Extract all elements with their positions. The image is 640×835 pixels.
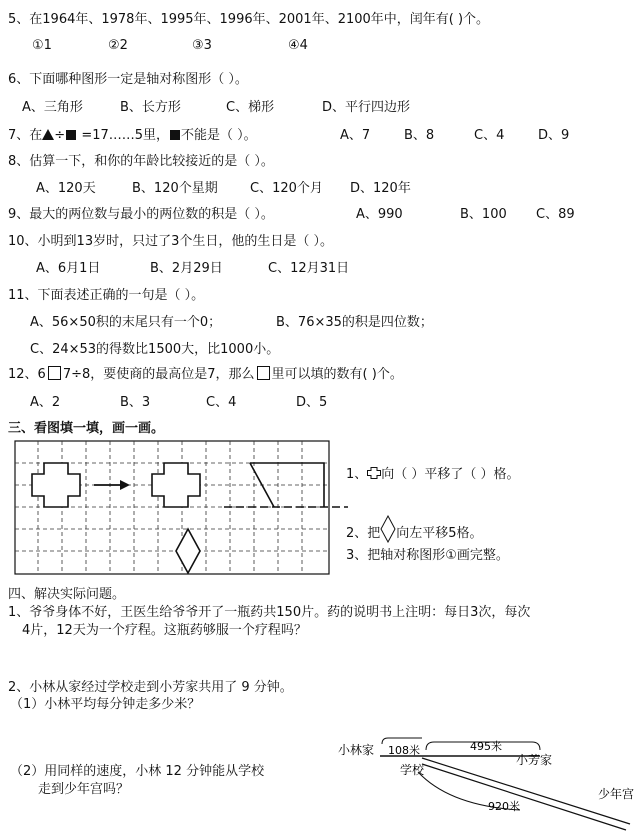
- q7-option-b: B、8: [404, 128, 435, 143]
- label-palace: 少年宫: [598, 787, 635, 801]
- translation-grid: [14, 440, 354, 576]
- square-icon: [170, 130, 180, 140]
- q8-option-c: C、120个月: [250, 181, 323, 196]
- blank-box-icon: [48, 366, 61, 380]
- question-10: 10、小明到13岁时，只过了3个生日，他的生日是（ ）。: [8, 234, 333, 249]
- label-108: 108米: [388, 744, 420, 757]
- label-920: 920米: [488, 800, 520, 813]
- q12-option-d: D、5: [296, 395, 328, 410]
- q10-option-c: C、12月31日: [268, 261, 350, 276]
- q12-option-a: A、2: [30, 395, 61, 410]
- q12-option-b: B、3: [120, 395, 151, 410]
- q10-option-b: B、2月29日: [150, 261, 223, 276]
- question-5: 5、在1964年、1978年、1995年、1996年、2001年、2100年中，闰年有( )个。: [8, 12, 490, 27]
- section-4-title: 四、解决实际问题。: [8, 587, 126, 602]
- q12-option-c: C、4: [206, 395, 237, 410]
- q6-option-d: D、平行四边形: [322, 100, 411, 115]
- question-12: [8, 363, 403, 382]
- section-3-title: 三、看图填一填，画一画。: [8, 421, 165, 436]
- cross-shape-left: [32, 463, 80, 507]
- label-home: 小林家: [338, 743, 375, 757]
- question-11: 11、下面表述正确的一句是（ ）。: [8, 288, 205, 303]
- problem-2-sub-1: （1）小林平均每分钟走多少米？: [10, 697, 201, 712]
- cross-shape-right: [152, 463, 200, 507]
- problem-2-sub-2b: 走到少年宫吗？: [38, 782, 130, 797]
- q8-option-b: B、120个星期: [132, 181, 218, 196]
- problem-1-line-1: 1、爷爷身体不好，王医生给爷爷开了一瓶药共150片。药的说明书上注明：每日3次，每次: [8, 605, 531, 620]
- diamond-shape: [176, 529, 200, 573]
- q6-option-b: B、长方形: [120, 100, 181, 115]
- question-6: 6、下面哪种图形一定是轴对称图形（ ）。: [8, 72, 248, 87]
- q5-option-3: ③3: [192, 38, 212, 53]
- q9-option-a: A、990: [356, 207, 403, 222]
- q6-option-a: A、三角形: [22, 100, 83, 115]
- question-8: 8、估算一下，和你的年龄比较接近的是（ ）。: [8, 154, 274, 169]
- q12-pre: 12、6: [8, 367, 46, 382]
- q5-option-2: ②2: [108, 38, 128, 53]
- q10-option-a: A、6月1日: [36, 261, 101, 276]
- q11-option-c: C、24×53的得数比1500大，比1000小。: [30, 342, 280, 357]
- q7-mid: =17……5里，: [77, 128, 170, 143]
- blank-box-icon: [257, 366, 270, 380]
- q12-post: 里可以填的数有( )个。: [271, 367, 403, 382]
- q6-option-c: C、梯形: [226, 100, 275, 115]
- triangle-icon: [42, 129, 54, 140]
- q7-post: 不能是（ ）。: [181, 128, 257, 143]
- q7-pre: 7、在: [8, 128, 43, 143]
- q7-option-c: C、4: [474, 128, 505, 143]
- problem-2-sub-2a: （2）用同样的速度，小林 12 分钟能从学校: [10, 764, 265, 779]
- label-school: 学校: [400, 763, 425, 777]
- arrow-right-icon: [120, 480, 130, 490]
- q11-option-a: A、56×50积的末尾只有一个0；: [30, 315, 222, 330]
- q9-option-c: C、89: [536, 207, 575, 222]
- square-icon: [66, 130, 76, 140]
- q11-option-b: B、76×35的积是四位数；: [276, 315, 433, 330]
- q7-div: ÷: [54, 128, 66, 143]
- question-7: [8, 124, 257, 143]
- q7-option-d: D、9: [538, 128, 570, 143]
- q7-option-a: A、7: [340, 128, 371, 143]
- route-map: [330, 732, 640, 832]
- q5-option-4: ④4: [288, 38, 308, 53]
- label-495: 495米: [470, 740, 502, 753]
- grid-question-1: 1、 向（ ）平移了（ ）格。: [346, 467, 520, 482]
- problem-2-line-1: 2、小林从家经过学校走到小芳家共用了 9 分钟。: [8, 680, 293, 695]
- grid-question-3: 3、把轴对称图形①画完整。: [346, 548, 509, 563]
- grid-question-2: 2、把 向左平移5格。: [346, 515, 483, 543]
- problem-1-line-2: 4片，12天为一个疗程。这瓶药够服一个疗程吗？: [22, 623, 307, 638]
- question-9: 9、最大的两位数与最小的两位数的积是（ ）。: [8, 207, 274, 222]
- q12-mid: 7÷8，要使商的最高位是7，那么: [62, 367, 255, 382]
- q8-option-a: A、120天: [36, 181, 96, 196]
- label-fang: 小芳家: [516, 753, 553, 767]
- cross-icon: [367, 467, 381, 479]
- diamond-icon: [380, 515, 396, 543]
- q9-option-b: B、100: [460, 207, 507, 222]
- q8-option-d: D、120年: [350, 181, 411, 196]
- q5-option-1: ①1: [32, 38, 52, 53]
